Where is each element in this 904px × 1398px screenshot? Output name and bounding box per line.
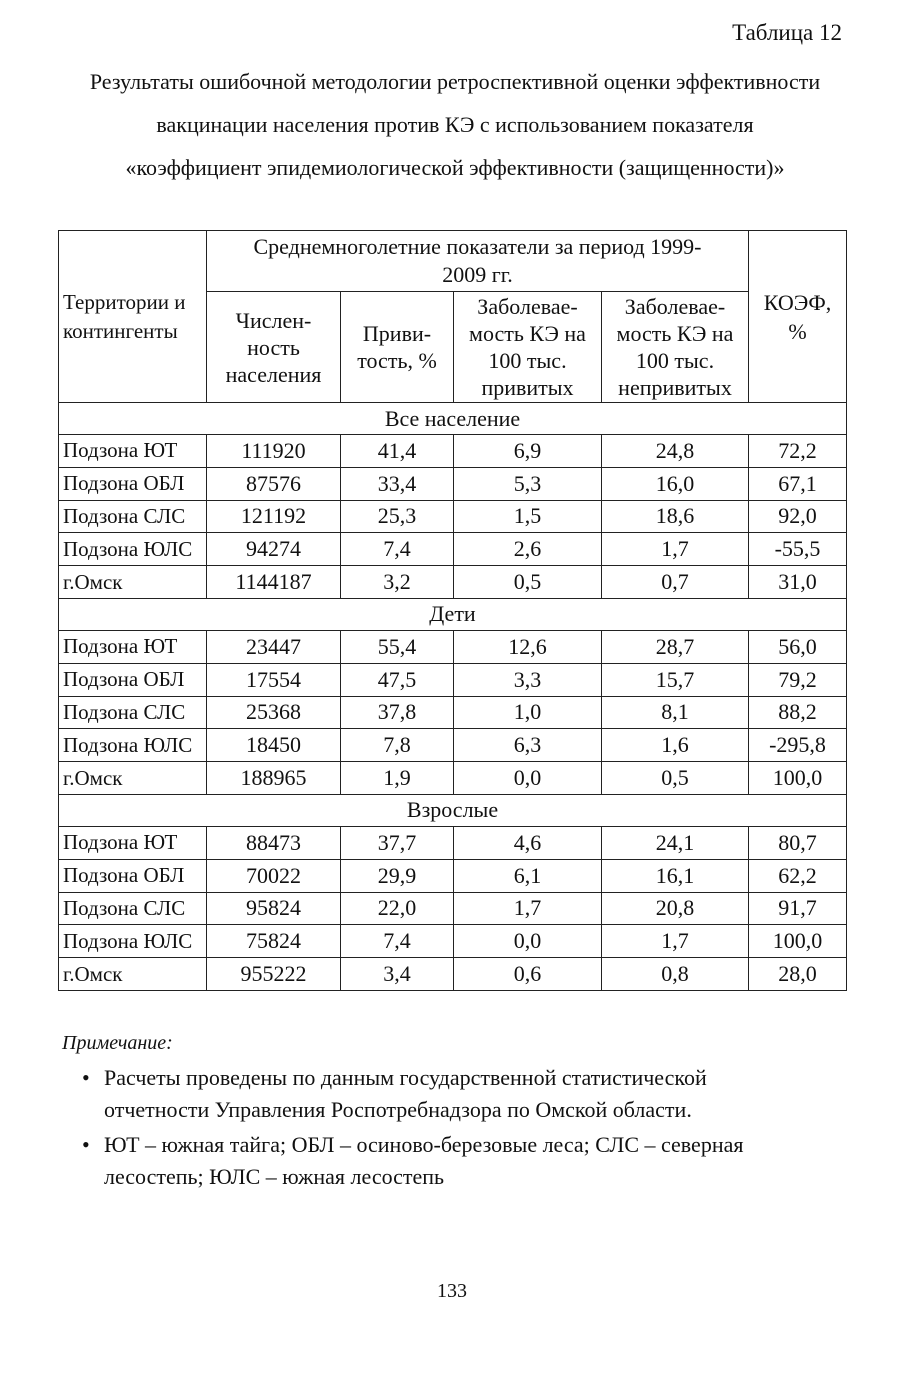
header-territory: Территории и контингенты bbox=[59, 231, 207, 403]
title-line: вакцинации населения против КЭ с использованием показателя bbox=[156, 112, 754, 137]
cell-population: 94274 bbox=[207, 533, 341, 566]
cell-koef: 91,7 bbox=[749, 892, 847, 925]
cell-population: 88473 bbox=[207, 826, 341, 859]
section-row bbox=[59, 794, 847, 826]
cell-inc-vacc: 12,6 bbox=[454, 630, 602, 663]
cell-inc-unvacc: 16,1 bbox=[602, 859, 749, 892]
cell-population: 23447 bbox=[207, 630, 341, 663]
cell-vaccination: 7,8 bbox=[341, 729, 454, 762]
cell-vaccination: 37,8 bbox=[341, 696, 454, 729]
cell-vaccination: 29,9 bbox=[341, 859, 454, 892]
cell-population: 17554 bbox=[207, 663, 341, 696]
header-koef: КОЭФ, % bbox=[749, 231, 847, 403]
cell-territory: Подзона ЮТ bbox=[59, 826, 207, 859]
table-row bbox=[59, 663, 847, 696]
section-title: Взрослые bbox=[59, 794, 847, 826]
cell-inc-vacc: 3,3 bbox=[454, 663, 602, 696]
cell-population: 95824 bbox=[207, 892, 341, 925]
table-row bbox=[59, 696, 847, 729]
notes-list bbox=[62, 1062, 832, 1196]
cell-population: 955222 bbox=[207, 958, 341, 991]
note-item bbox=[62, 1129, 832, 1193]
cell-inc-unvacc: 0,8 bbox=[602, 958, 749, 991]
section-title: Дети bbox=[59, 598, 847, 630]
cell-vaccination: 41,4 bbox=[341, 435, 454, 468]
note-item bbox=[62, 1062, 832, 1126]
cell-population: 121192 bbox=[207, 500, 341, 533]
header-incidence-vaccinated: Заболевае- мость КЭ на 100 тыс. привитых bbox=[454, 292, 602, 403]
header-vaccination-rate: Приви- тость, % bbox=[341, 292, 454, 403]
bullet-icon: • bbox=[82, 1132, 90, 1157]
results-table bbox=[58, 230, 847, 991]
cell-inc-vacc: 4,6 bbox=[454, 826, 602, 859]
cell-territory: Подзона ЮЛС bbox=[59, 729, 207, 762]
cell-koef: 100,0 bbox=[749, 762, 847, 795]
table-number: Таблица 12 bbox=[732, 20, 842, 45]
cell-vaccination: 47,5 bbox=[341, 663, 454, 696]
cell-koef: 31,0 bbox=[749, 566, 847, 599]
cell-koef: 56,0 bbox=[749, 630, 847, 663]
cell-inc-unvacc: 18,6 bbox=[602, 500, 749, 533]
table-row bbox=[59, 630, 847, 663]
cell-inc-vacc: 5,3 bbox=[454, 467, 602, 500]
cell-territory: г.Омск bbox=[59, 958, 207, 991]
note-text: ЮТ – южная тайга; ОБЛ – осиново-березовые леса; СЛС – северная bbox=[104, 1132, 744, 1157]
cell-inc-vacc: 0,0 bbox=[454, 925, 602, 958]
cell-territory: Подзона ОБЛ bbox=[59, 859, 207, 892]
cell-population: 25368 bbox=[207, 696, 341, 729]
cell-inc-unvacc: 20,8 bbox=[602, 892, 749, 925]
table-row bbox=[59, 958, 847, 991]
cell-koef: 62,2 bbox=[749, 859, 847, 892]
cell-koef: 92,0 bbox=[749, 500, 847, 533]
cell-inc-vacc: 6,9 bbox=[454, 435, 602, 468]
cell-vaccination: 37,7 bbox=[341, 826, 454, 859]
cell-inc-vacc: 2,6 bbox=[454, 533, 602, 566]
cell-koef: -295,8 bbox=[749, 729, 847, 762]
cell-inc-unvacc: 24,8 bbox=[602, 435, 749, 468]
table-row bbox=[59, 892, 847, 925]
cell-inc-unvacc: 0,5 bbox=[602, 762, 749, 795]
header-period-group: Среднемноголетние показатели за период 1999- 2009 гг. bbox=[207, 231, 749, 292]
note-text: Расчеты проведены по данным государственной статистической bbox=[104, 1065, 707, 1090]
cell-inc-vacc: 0,6 bbox=[454, 958, 602, 991]
cell-koef: 88,2 bbox=[749, 696, 847, 729]
cell-territory: г.Омск bbox=[59, 566, 207, 599]
note-title: Примечание: bbox=[62, 1032, 173, 1054]
cell-inc-vacc: 0,0 bbox=[454, 762, 602, 795]
cell-population: 188965 bbox=[207, 762, 341, 795]
cell-vaccination: 3,2 bbox=[341, 566, 454, 599]
cell-territory: Подзона СЛС bbox=[59, 892, 207, 925]
cell-inc-vacc: 6,1 bbox=[454, 859, 602, 892]
cell-inc-vacc: 1,7 bbox=[454, 892, 602, 925]
cell-territory: Подзона СЛС bbox=[59, 696, 207, 729]
cell-inc-unvacc: 16,0 bbox=[602, 467, 749, 500]
cell-inc-vacc: 6,3 bbox=[454, 729, 602, 762]
table-row bbox=[59, 566, 847, 599]
page-number: 133 bbox=[437, 1280, 467, 1302]
table-row bbox=[59, 729, 847, 762]
cell-population: 1144187 bbox=[207, 566, 341, 599]
cell-koef: 67,1 bbox=[749, 467, 847, 500]
title-line: «коэффициент эпидемиологической эффективности (защищенности)» bbox=[125, 155, 785, 180]
header-population: Числен- ность населения bbox=[207, 292, 341, 403]
section-row bbox=[59, 598, 847, 630]
cell-koef: 72,2 bbox=[749, 435, 847, 468]
table-row bbox=[59, 826, 847, 859]
cell-territory: Подзона ЮТ bbox=[59, 435, 207, 468]
cell-inc-vacc: 1,5 bbox=[454, 500, 602, 533]
table-row bbox=[59, 467, 847, 500]
cell-vaccination: 55,4 bbox=[341, 630, 454, 663]
cell-inc-unvacc: 1,7 bbox=[602, 925, 749, 958]
cell-territory: Подзона ЮЛС bbox=[59, 925, 207, 958]
cell-inc-vacc: 1,0 bbox=[454, 696, 602, 729]
note-text: лесостепь; ЮЛС – южная лесостепь bbox=[104, 1164, 445, 1189]
cell-koef: 100,0 bbox=[749, 925, 847, 958]
cell-inc-unvacc: 1,7 bbox=[602, 533, 749, 566]
cell-inc-unvacc: 8,1 bbox=[602, 696, 749, 729]
section-row bbox=[59, 403, 847, 435]
table-row bbox=[59, 859, 847, 892]
cell-inc-unvacc: 24,1 bbox=[602, 826, 749, 859]
cell-territory: г.Омск bbox=[59, 762, 207, 795]
cell-koef: 79,2 bbox=[749, 663, 847, 696]
cell-territory: Подзона ЮЛС bbox=[59, 533, 207, 566]
cell-territory: Подзона СЛС bbox=[59, 500, 207, 533]
table-row bbox=[59, 435, 847, 468]
header-incidence-unvaccinated: Заболевае- мость КЭ на 100 тыс. непривитых bbox=[602, 292, 749, 403]
cell-inc-unvacc: 1,6 bbox=[602, 729, 749, 762]
cell-vaccination: 3,4 bbox=[341, 958, 454, 991]
cell-population: 75824 bbox=[207, 925, 341, 958]
cell-koef: -55,5 bbox=[749, 533, 847, 566]
cell-vaccination: 1,9 bbox=[341, 762, 454, 795]
table-title bbox=[40, 60, 870, 189]
cell-population: 111920 bbox=[207, 435, 341, 468]
cell-population: 70022 bbox=[207, 859, 341, 892]
cell-inc-unvacc: 28,7 bbox=[602, 630, 749, 663]
cell-territory: Подзона ОБЛ bbox=[59, 663, 207, 696]
cell-vaccination: 33,4 bbox=[341, 467, 454, 500]
cell-territory: Подзона ЮТ bbox=[59, 630, 207, 663]
cell-vaccination: 22,0 bbox=[341, 892, 454, 925]
cell-vaccination: 7,4 bbox=[341, 533, 454, 566]
cell-vaccination: 25,3 bbox=[341, 500, 454, 533]
section-title: Все население bbox=[59, 403, 847, 435]
cell-vaccination: 7,4 bbox=[341, 925, 454, 958]
bullet-icon: • bbox=[82, 1065, 90, 1090]
cell-koef: 28,0 bbox=[749, 958, 847, 991]
cell-population: 18450 bbox=[207, 729, 341, 762]
cell-inc-vacc: 0,5 bbox=[454, 566, 602, 599]
table-row bbox=[59, 762, 847, 795]
note-text: отчетности Управления Роспотребнадзора по Омской области. bbox=[104, 1097, 692, 1122]
cell-inc-unvacc: 0,7 bbox=[602, 566, 749, 599]
table-row bbox=[59, 500, 847, 533]
cell-koef: 80,7 bbox=[749, 826, 847, 859]
cell-inc-unvacc: 15,7 bbox=[602, 663, 749, 696]
title-line: Результаты ошибочной методологии ретроспективной оценки эффективности bbox=[89, 69, 821, 94]
table-row bbox=[59, 533, 847, 566]
table-row bbox=[59, 925, 847, 958]
cell-population: 87576 bbox=[207, 467, 341, 500]
cell-territory: Подзона ОБЛ bbox=[59, 467, 207, 500]
